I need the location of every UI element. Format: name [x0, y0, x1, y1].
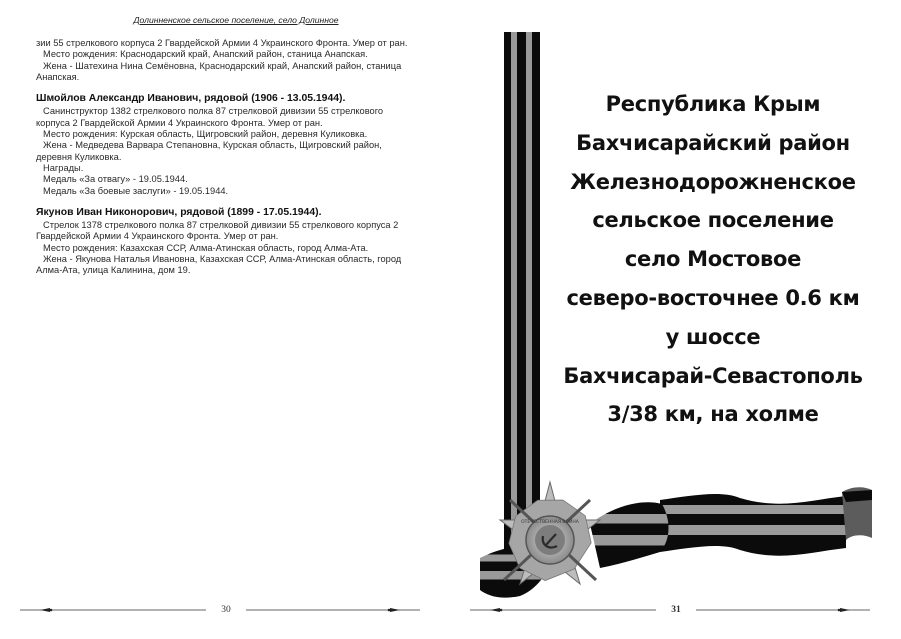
title-line: Бахчисарай-Севастополь — [563, 363, 863, 388]
entry-award: Медаль «За отвагу» - 19.05.1944. — [43, 174, 188, 185]
title-line: сельское поселение — [592, 208, 834, 233]
entry-service: Стрелок 1378 стрелкового полка 87 стрелковой дивизии 55 стрелкового корпуса 2 Гвардейской Армии 4 Украинского Фронта. Умер от ран. — [36, 220, 399, 242]
title-line: 3/38 км, на холме — [607, 402, 819, 427]
page-number: 31 — [656, 605, 696, 615]
right-page — [450, 0, 901, 639]
entry-name: Шмойлов Александр Иванович, рядовой (1906 - 13.05.1944). — [36, 93, 346, 105]
title-line: село Мостовое — [624, 247, 802, 272]
location-title — [558, 85, 868, 434]
left-page — [0, 0, 450, 639]
continuation-birthplace: Место рождения: Краснодарский край, Анапский район, станица Анапская. — [43, 49, 368, 60]
running-header: Долинненское сельское поселение, село Долинное — [133, 15, 339, 25]
memorial-text — [36, 38, 418, 277]
title-line: у шоссе — [665, 324, 761, 349]
entry-wife: Жена - Медведева Варвара Степановна, Курская область, Щигровский район, деревня Куликовка. — [36, 140, 382, 162]
page-number: 30 — [206, 605, 246, 615]
st-george-ribbon-vertical — [504, 32, 540, 552]
footer-rule — [470, 603, 870, 617]
entry-yakunov — [36, 207, 418, 277]
title-line: Бахчисарайский район — [576, 130, 850, 155]
continuation-line: зии 55 стрелкового корпуса 2 Гвардейской Армии 4 Украинского Фронта. Умер от ран. — [36, 38, 408, 48]
entry-name: Якунов Иван Никонорович, рядовой (1899 - 17.05.1944). — [36, 206, 322, 218]
entry-award: Медаль «За боевые заслуги» - 19.05.1944. — [43, 185, 229, 196]
ribbon-and-medal-decoration — [480, 478, 880, 608]
entry-birthplace: Место рождения: Курская область, Щигровский район, деревня Куликовка. — [43, 129, 368, 140]
title-line: Железнодорожненское — [570, 169, 856, 194]
entry-awards-heading: Награды. — [43, 162, 84, 173]
entry-wife: Жена - Якунова Наталья Ивановна, Казахская ССР, Алма-Атинская область, город Алма-Ата, улица Калинина, дом 19. — [36, 254, 402, 276]
entry-shmoilov — [36, 93, 418, 197]
continuation-wife: Жена - Шатехина Нина Семёновна, Краснодарский край, Анапский район, станица Анапская. — [36, 60, 402, 82]
title-line: северо-восточнее 0.6 км — [566, 285, 860, 310]
entry-birthplace: Место рождения: Казахская ССР, Алма-Атинская область, город Алма-Ата. — [43, 242, 369, 253]
medal-inscription: ОТЕЧЕСТВЕННАЯ ВОЙНА — [521, 520, 579, 525]
title-line: Республика Крым — [605, 92, 821, 116]
footer-rule — [20, 603, 420, 617]
entry-service: Санинструктор 1382 стрелкового полка 87 стрелковой дивизии 55 стрелкового корпуса 2 Гвардейской Армии 4 Украинского Фронта. Умер от ран. — [36, 106, 384, 128]
